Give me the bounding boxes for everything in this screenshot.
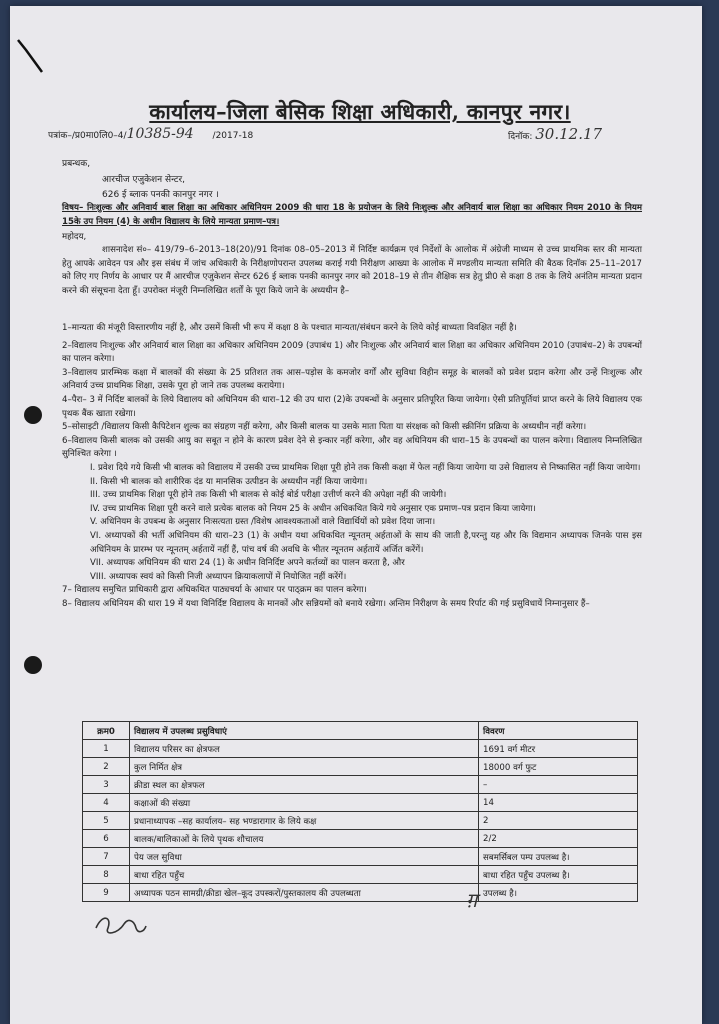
table-row [83,830,638,848]
facility-detail: 14 [479,794,638,812]
table-row [83,794,638,812]
table-row [83,740,638,758]
facilities-table [82,721,638,902]
sub-condition-item: IV. उच्च प्राथमिक शिक्षा पूरी करने वाले प्रत्येक बालक को नियम 25 के अधीन अधिकथित किये गये अनुसार एक प्रमाण–पत्र प्रदान किया जायेगा। [90,503,536,514]
table-row [83,776,638,794]
table-header-cell: क्रम0 [83,722,130,740]
subject-line: विषय– निःशुल्क और अनिवार्य बाल शिक्षा का अधिकार अधिनियम 2009 की धारा 18 के प्रयोजन के लिये निःशुल्क और अनिवार्य बाल शिक्षा का अधिकार नियम 2010 के नियम 15के उप नियम (4) के अधीन विद्यालय के लिये मान्यता प्रमाण–पत्र। [62,203,642,227]
row-number: 1 [83,740,130,758]
address-name: आरचीज एजुकेशन सेन्टर, [102,175,185,185]
table-row [83,866,638,884]
row-number: 8 [83,866,130,884]
address-to: प्रबन्धक, [62,159,91,169]
facility-detail: 1691 वर्ग मीटर [479,740,638,758]
condition-item: 4–पैरा– 3 में निर्दिष्ट बालकों के लिये विद्यालय को अधिनियम की धारा–12 की उप धारा (2)के उपबन्धों के अनुसार प्रतिपूरित किया जायेगा। ऐसी प्रतिपूर्तियां प्राप्त करने के लिये विद्यालय एक पृथक बैंक खाता रखेगा। [62,394,642,419]
table-header-cell: विद्यालय में उपलब्ध प्रसुविधाएं [130,722,479,740]
table-row [83,758,638,776]
office-title: कार्यालय–जिला बेसिक शिक्षा अधिकारी, कानपुर नगर। [149,99,571,124]
address-place: 626 ई ब्लाक पनकी कानपुर नगर । [102,190,219,200]
facility-detail: 2/2 [479,830,638,848]
punch-hole [24,656,42,674]
row-number: 6 [83,830,130,848]
facility-detail: 18000 वर्ग फुट [479,758,638,776]
sub-condition-item: VIII. अध्यापक स्वयं को किसी निजी अध्यापन क्रियाकलापों में नियोजित नहीं करेंगें। [90,571,347,582]
sub-condition-item: VII. अध्यापक अधिनियम की धारा 24 (1) के अधीन विनिर्दिष्ट अपने कर्तव्यों का पालन करता है, और [90,558,405,569]
reference-line [48,128,253,142]
sub-condition-item: III. उच्च प्राथमिक शिक्षा पूरी होने तक किसी भी बालक से कोई बोर्ड परीक्षा उत्तीर्ण करने की अपेक्षा नहीं की जायेगी। [90,490,447,501]
table-row [83,884,638,902]
reference-year: /2017-18 [212,131,254,141]
facility-detail: उपलब्ध है। [479,884,638,902]
document-page [10,6,702,1024]
row-number: 9 [83,884,130,902]
facility-name: विद्यालय परिसर का क्षेत्रफल [130,740,479,758]
handwritten-initials-signature [90,906,150,942]
handwritten-margin-mark: ग़ [466,888,478,912]
table-row [83,812,638,830]
condition-item: 5–सोसाइटी /विद्यालय किसी कैपिटेशन शुल्क का संग्रहण नहीं करेगा, और किसी बालक या उसके माता पिता या संरक्षक को किसी स्क्रीनिंग प्रक्रिया के अध्यधीन नहीं करेगा। [62,422,587,433]
condition-item: 3–विद्यालय प्रारम्भिक कक्षा में बालकों की संख्या के 25 प्रतिशत तक आस–पड़ोस के कमजोर वर्गों और सुविधा विहीन समूह के बालकों को प्रवेश प्रदान करेगा और उन्हें निःशुल्क और अनिवार्य उच्च प्राथमिक शिक्षा, उसके पूरा हो जाने तक उपलब्ध करायेगा। [62,367,642,392]
facility-name: क्रीडा स्थल का क्षेत्रफल [130,776,479,794]
salutation: महोदय, [62,232,87,242]
condition-item: 6–विद्यालय किसी बालक को उसकी आयु का सबूत न होने के कारण प्रवेश देने से इन्कार नहीं करेगा, और वह अधिनियम की धारा–15 के उपबन्धों का पालन करेगा। विद्यालय निम्नलिखित सुनिश्चित करेगा । [62,435,642,460]
condition-item: 2–विद्यालय निःशुल्क और अनिवार्य बाल शिक्षा का अधिकार अधिनियम 2009 (उपाबंध 1) और निःशुल्क और अनिवार्य बाल शिक्षा का अधिकार अधिनियम 2010 (उपाबंध–2) के उपबन्धों का पालन करेगा। [62,340,642,365]
table-header-row [83,722,638,740]
facility-detail: सबमर्सिबल पम्प उपलब्ध है। [479,848,638,866]
facility-name: कुल निर्मित क्षेत्र [130,758,479,776]
sub-condition-item: V. अधिनियम के उपबन्ध के अनुसार निःसत्यता ग्रस्त /विशेष आवश्यकताओं वाले विद्यार्थियों को प्रवेश दिया जाना। [90,517,436,528]
condition-item: 8– विद्यालय अधिनियम की धारा 19 में यथा विनिर्दिष्ट विद्यालय के मानकों और सन्नियमों को बनाये रखेगा। अन्तिम निरीक्षण के समय रिर्पाट की गई प्रसुविधायें निम्नानुसार हैं– [62,598,590,609]
sub-condition-item: II. किसी भी बालक को शारीरिक दंड या मानसिक उत्पीडन के अध्यधीन नहीं किया जायेगा। [90,476,368,487]
reference-number: 10385-94 [126,126,194,142]
intro-paragraph: शासनादेश सं०– 419/79–6–2013–18(20)/91 दिनांक 08–05–2013 में निर्दिष्ट कार्यक्रम एवं निर्देशों के आलोक में अंग्रेजी माध्यम से उच्च प्राथमिक स्तर की मान्यता हेतु आपके आवेदन पत्र और इस संबंध में जांच अधिकारी के निरीक्षणोपरान्त उपलब्ध कराई गयी निरीक्षण आख्या के आलोक में मण्डलीय मान्यता समिति की बैठक दिनॉक 25–11–2017 को लिए गए निर्णय के आधार पर मैं आरचीज एजुकेशन सेन्टर 626 ई ब्लाक पनकी कानपुर नगर को 2018–19 से तीन शैक्षिक सत्र हेतु प्री0 से कक्षा 8 तक के लिये अनंतिम मान्यता प्रदान करने की संसूचना देता हूँ। उपरोक्त मंजूरी निम्नलिखित शर्तों के पूरा किये जाने के अध्यधीन है– [62,245,642,296]
table-row [83,848,638,866]
facility-name: पेय जल सुविधा [130,848,479,866]
date-value: 30.12.17 [535,125,603,143]
punch-hole [24,406,42,424]
reference-label: पत्रांक–/प्र0मा0लि0–4/ [48,131,127,141]
facility-name: अध्यापक पठन सामग्री/क्रीडा खेल–कूद उपस्करों/पुस्तकालय की उपलब्धता [130,884,479,902]
facility-name: कक्षाओं की संख्या [130,794,479,812]
facility-name: बालक/बालिकाओं के लिये पृथक शौचालय [130,830,479,848]
facility-name: प्रधानाध्यापक –सह कार्यालय– सह भण्डारागार के लिये कक्ष [130,812,479,830]
sub-condition-item: VI. अध्यापकों की भर्ती अधिनियम की धारा–23 (1) के अधीन यथा अधिकथित न्यूनतम् अर्हताओं के साथ की जाती है,परन्तु यह और कि विद्यमान अध्यापक जिनके पास इस अधिनियम के प्रारम्भ पर न्यूनतम् अर्हतायें नहीं हैं, पांच वर्ष की अवधि के भीतर न्यूनतम अर्हतायें अर्जित करेंगें। [90,530,642,555]
date-line: दिनॉक: 30.12.17 [508,125,603,143]
facility-detail: 2 [479,812,638,830]
row-number: 7 [83,848,130,866]
condition-item: 1–मान्यता की मंजूरी विस्तारणीय नहीं है, और उसमें किसी भी रूप में कक्षा 8 के पश्चात मान्यता/संबंधन करने के लिये कोई बाध्यता विवक्षित नहीं है। [62,323,517,333]
facility-detail: बाधा रहित पहुँच उपलब्ध है। [479,866,638,884]
row-number: 2 [83,758,130,776]
date-label: दिनॉक [508,132,530,142]
table-header-cell: विवरण [479,722,638,740]
pen-stroke-mark [16,36,46,76]
facility-detail: – [479,776,638,794]
row-number: 5 [83,812,130,830]
conditions-list [62,322,642,611]
sub-condition-item: I. प्रवेश दिये गये किसी भी बालक को विद्यालय में उसकी उच्च प्राथमिक शिक्षा पूरी होने तक किसी कक्षा में फेल नहीं किया जायेगा या उसे विद्यालय से निष्कासित नहीं किया जायेगा। [90,462,641,473]
condition-item: 7– विद्यालय समुचित प्राधिकारी द्वारा अधिकथित पाठ्यचर्या के आधार पर पाठ्क्रम का पालन करेगा। [62,585,367,596]
facility-name: बाधा रहित पहुँच [130,866,479,884]
row-number: 4 [83,794,130,812]
row-number: 3 [83,776,130,794]
